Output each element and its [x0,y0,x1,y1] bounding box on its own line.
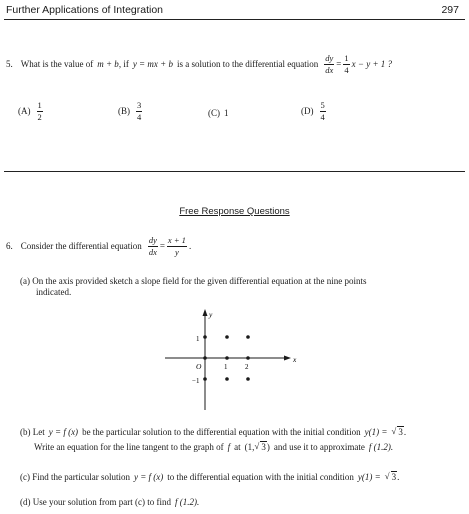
q5-dx: dx [325,64,334,75]
part-b-ic: y(1) = [364,427,388,437]
part-c-find: (c) Find the particular solution [20,472,130,482]
y-axis-label: y [209,310,213,319]
part-a-line2: indicated. [36,287,72,297]
part-b-point-root3: 3 [261,442,266,452]
part-c-sqrt: √ 3 [384,471,397,482]
part-b-approx: f (1.2). [368,442,394,452]
part-c-text: to the differential equation with the initial condition [167,472,354,482]
part-c-ic: y(1) = [357,472,381,482]
part-b-f: f [227,442,231,452]
choice-c-label: (C) [208,108,220,118]
part-c-root3: 3 [391,472,397,482]
q6-rhs-num: x + 1 [167,235,186,245]
q6-rhs-den: y [175,246,179,257]
q5-text-a: What is the value of [20,59,94,69]
q5-m-plus-b: m + b [97,59,119,69]
part-b-at: at [234,442,241,452]
section-rule [4,171,465,172]
part-b-text: be the particular solution to the differential equation with the initial condition [82,427,361,437]
choice-a [18,101,45,121]
question-5-stem [6,54,392,74]
choice-d-label: (D) [301,106,314,116]
y-axis-arrow [203,309,208,316]
choice-b-num: 3 [137,100,142,110]
part-d-line [20,497,199,507]
q5-number: 5. [6,59,13,69]
y-tick-label-neg1: −1 [192,377,200,385]
q5-equals: = [336,59,342,69]
q5-four: 4 [344,64,349,75]
part-b-point-right: ) [266,442,270,452]
q5-dy: dy [325,53,334,63]
choice-d [301,101,328,121]
q5-text-c: is a solution to the differential equation [176,59,319,69]
q6-dx: dx [148,246,157,257]
frq-title: Free Response Questions [179,206,290,217]
choice-c-value: 1 [224,108,229,118]
part-b-write: Write an equation for the line tangent to the graph of [34,442,224,452]
part-b-use: and use it to approximate [273,442,365,452]
grid-point [203,335,207,339]
part-a-line1: (a) On the axis provided sketch a slope field for the given differential equation at the nine points [20,276,367,286]
q5-text-b: , if [118,59,129,69]
y-tick-label-1: 1 [196,335,200,343]
grid-point [246,356,250,360]
part-b-root3: 3 [398,427,403,437]
x-axis-label: x [293,355,297,364]
x-tick-label-1: 1 [224,363,228,371]
part-b-line1: (b) Let y = f (x) be the particular solution to the differential equation with the initial condition y(1) = √ 3 . [20,426,407,437]
choice-b-label: (B) [118,106,130,116]
running-header-title: Further Applications of Integration [6,4,164,16]
part-b-point-sqrt: √ 3 [254,441,266,452]
x-axis-arrow [284,356,291,361]
choice-d-den: 4 [320,111,325,122]
q5-rhs-rest: x − y + 1 ? [351,59,393,69]
part-b-line2 [34,442,393,452]
header-rule [4,19,465,20]
q5-dydx-fraction [324,54,334,74]
x-tick-label-2: 2 [245,363,249,371]
grid-point [246,377,250,381]
part-b-point-left: (1, [244,442,255,452]
q5-equation: y = mx + b [132,59,173,69]
choice-b [118,101,144,121]
choice-d-num: 5 [320,100,325,110]
part-d-text: (d) Use your solution from part (c) to find [20,497,171,507]
origin-label: O [196,362,202,371]
question-6-stem [6,236,191,256]
q6-text: Consider the differential equation [20,241,142,251]
grid-point [246,335,250,339]
q6-rhs-fraction [167,236,187,256]
slope-field-axis [165,305,305,420]
part-b-fx: y = f (x) [48,427,79,437]
q6-period: . [188,241,192,251]
grid-point [225,356,229,360]
grid-point [203,377,207,381]
choice-c [208,108,229,118]
choice-b-den: 4 [137,111,142,122]
part-b-let: (b) Let [20,427,45,437]
choice-a-den: 2 [37,111,42,122]
q6-dy: dy [148,235,157,245]
choice-a-label: (A) [18,106,31,116]
q6-dydx-fraction [148,236,158,256]
choice-a-num: 1 [37,100,42,110]
page-number: 297 [441,4,459,16]
q5-quarter-fraction [343,54,349,74]
part-c-line: (c) Find the particular solution y = f (x) to the differential equation with the initial condition y(1) = √ 3 . [20,471,400,482]
grid-point [225,377,229,381]
part-b-sqrt: √ 3 [391,426,403,437]
q5-one: 1 [344,53,349,63]
part-c-fx: y = f (x) [133,472,164,482]
grid-point [225,335,229,339]
grid-point [203,356,207,360]
q6-number: 6. [6,241,13,251]
part-d-value: f (1.2). [174,497,200,507]
q6-equals: = [159,241,165,251]
